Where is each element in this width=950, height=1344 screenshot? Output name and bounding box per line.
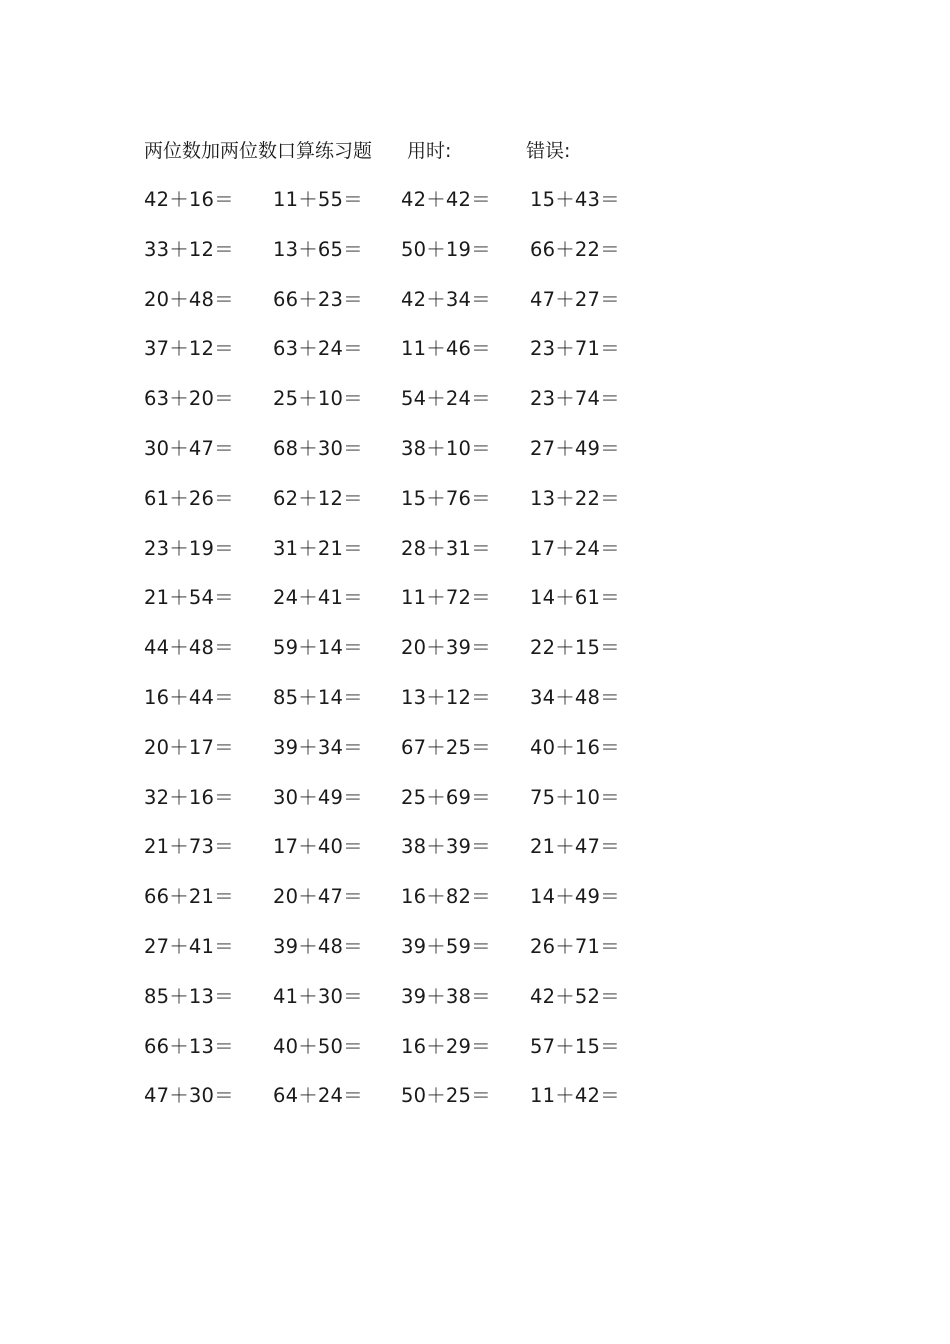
problem-item: 47＋30＝ [144,1084,234,1108]
problem-item: 67＋25＝ [401,735,491,759]
problem-item: 13＋65＝ [273,237,363,261]
problem-row [144,582,664,632]
problem-item: 25＋10＝ [273,387,363,411]
problem-item: 62＋12＝ [273,486,363,510]
problem-item: 15＋43＝ [530,188,620,211]
problem-item: 39＋59＝ [401,934,491,958]
problem-item: 30＋47＝ [144,436,234,460]
problem-item: 21＋73＝ [144,835,234,859]
problem-item: 66＋21＝ [144,885,234,909]
error-count-label: 错误: [526,140,571,162]
problem-item: 16＋29＝ [401,1034,491,1058]
problem-row [144,931,664,981]
problem-item: 16＋44＝ [144,685,234,709]
problem-item: 17＋40＝ [273,835,363,859]
problem-row [144,831,664,881]
problem-item: 66＋23＝ [273,287,363,311]
problem-row [144,682,664,732]
problem-item: 32＋16＝ [144,785,234,809]
problem-item: 11＋46＝ [401,337,491,361]
problem-row [144,184,664,234]
problem-row [144,383,664,433]
problem-item: 41＋30＝ [273,984,363,1008]
problem-item: 14＋61＝ [530,586,620,610]
problem-item: 42＋34＝ [401,287,491,311]
problem-item: 39＋34＝ [273,735,363,759]
problem-item: 21＋47＝ [530,835,620,859]
problem-row [144,1031,664,1081]
problem-item: 20＋48＝ [144,287,234,311]
problem-item: 33＋12＝ [144,237,234,261]
problem-row [144,1080,664,1130]
problem-item: 47＋27＝ [530,287,620,311]
problem-item: 39＋38＝ [401,984,491,1008]
problem-row [144,632,664,682]
problem-item: 63＋24＝ [273,337,363,361]
problem-item: 38＋10＝ [401,436,491,460]
problem-item: 11＋42＝ [530,1084,620,1108]
problem-item: 85＋14＝ [273,685,363,709]
problem-item: 57＋15＝ [530,1034,620,1058]
problem-item: 11＋55＝ [273,188,363,211]
problem-item: 17＋24＝ [530,536,620,560]
problem-item: 28＋31＝ [401,536,491,560]
problem-item: 85＋13＝ [144,984,234,1008]
problem-item: 15＋76＝ [401,486,491,510]
problem-row [144,333,664,383]
worksheet-title: 两位数加两位数口算练习题 [144,140,373,162]
problem-row [144,981,664,1031]
problem-row [144,483,664,533]
problem-item: 42＋42＝ [401,188,491,211]
problem-item: 11＋72＝ [401,586,491,610]
problem-item: 27＋41＝ [144,934,234,958]
problem-item: 13＋22＝ [530,486,620,510]
problem-row [144,234,664,284]
worksheet-header [144,136,644,166]
problem-row [144,284,664,334]
problem-item: 34＋48＝ [530,685,620,709]
problem-item: 13＋12＝ [401,685,491,709]
problem-item: 40＋16＝ [530,735,620,759]
problem-item: 59＋14＝ [273,636,363,660]
problem-item: 38＋39＝ [401,835,491,859]
problem-item: 66＋22＝ [530,237,620,261]
problem-item: 42＋52＝ [530,984,620,1008]
problem-item: 31＋21＝ [273,536,363,560]
problem-item: 20＋39＝ [401,636,491,660]
problem-item: 22＋15＝ [530,636,620,660]
problem-item: 24＋41＝ [273,586,363,610]
problem-item: 54＋24＝ [401,387,491,411]
problem-item: 50＋25＝ [401,1084,491,1108]
problem-item: 75＋10＝ [530,785,620,809]
problem-item: 27＋49＝ [530,436,620,460]
problem-item: 21＋54＝ [144,586,234,610]
problem-item: 44＋48＝ [144,636,234,660]
time-used-label: 用时: [407,140,452,162]
problem-row [144,782,664,832]
problem-item: 64＋24＝ [273,1084,363,1108]
problem-item: 20＋17＝ [144,735,234,759]
problem-item: 37＋12＝ [144,337,234,361]
problem-row [144,881,664,931]
problem-item: 14＋49＝ [530,885,620,909]
problem-item: 68＋30＝ [273,436,363,460]
problem-item: 40＋50＝ [273,1034,363,1058]
problem-item: 50＋19＝ [401,237,491,261]
problem-row [144,433,664,483]
problem-item: 16＋82＝ [401,885,491,909]
problem-item: 39＋48＝ [273,934,363,958]
problem-item: 23＋19＝ [144,536,234,560]
problem-item: 42＋16＝ [144,188,234,211]
problem-item: 30＋49＝ [273,785,363,809]
problem-row [144,533,664,583]
problem-row [144,732,664,782]
problem-item: 61＋26＝ [144,486,234,510]
problem-item: 20＋47＝ [273,885,363,909]
problem-item: 66＋13＝ [144,1034,234,1058]
problem-item: 63＋20＝ [144,387,234,411]
problem-item: 23＋74＝ [530,387,620,411]
problem-item: 25＋69＝ [401,785,491,809]
problem-item: 23＋71＝ [530,337,620,361]
problem-grid [144,184,664,1130]
problem-item: 26＋71＝ [530,934,620,958]
